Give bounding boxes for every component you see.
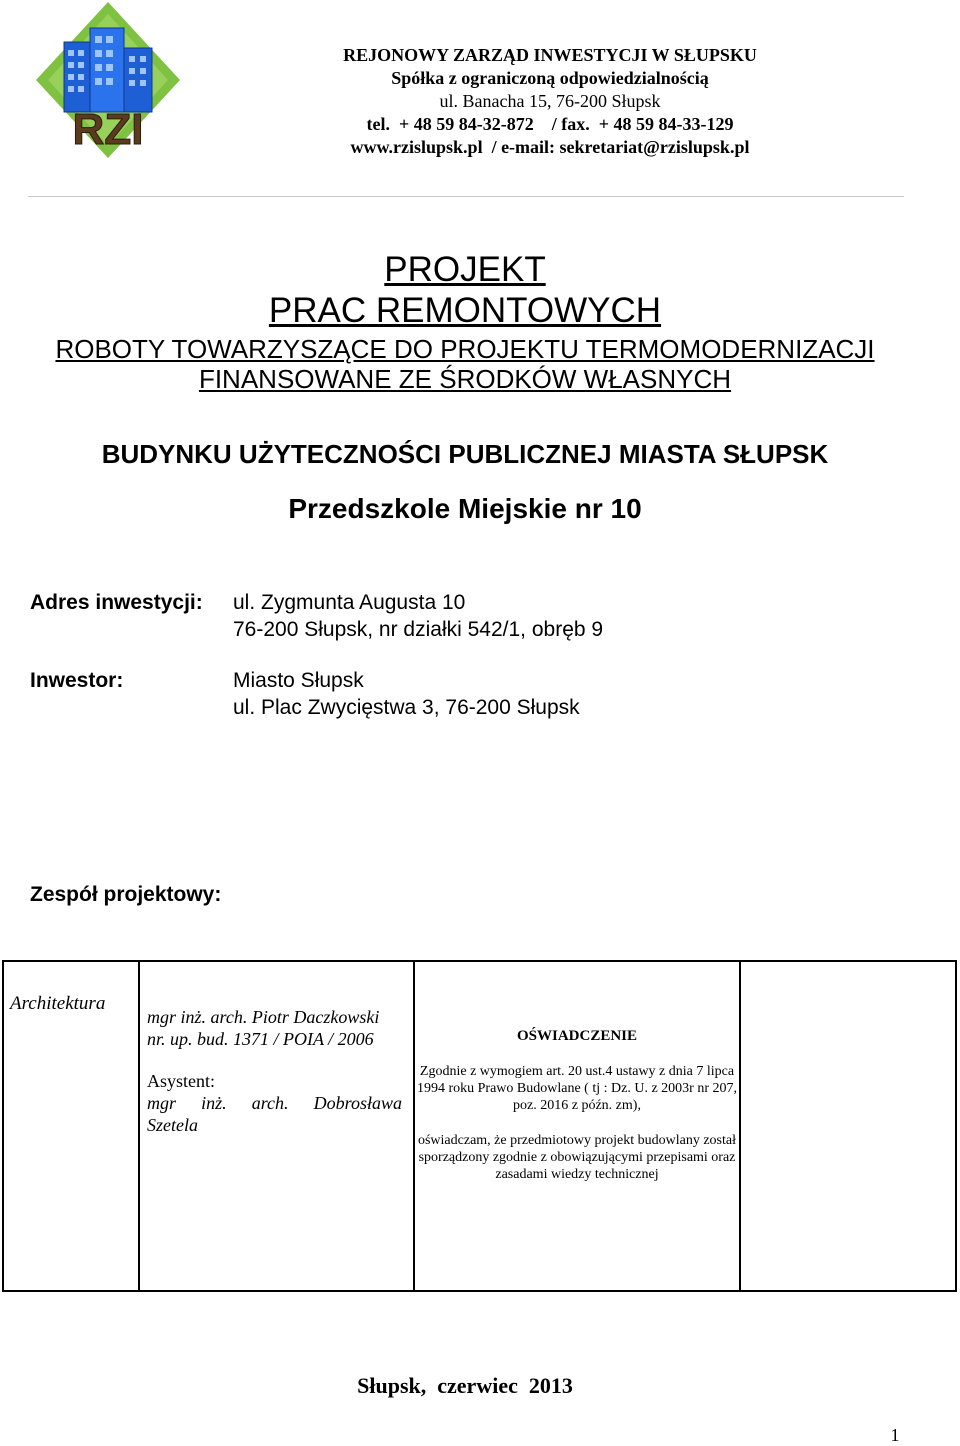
address-line-2: 76-200 Słupsk, nr działki 542/1, obręb 9 [233,618,604,641]
title-project: PROJEKT [384,250,546,289]
assistant-surname: Szetela [147,1115,198,1135]
table-divider [138,962,140,1290]
title-works: PRAC REMONTOWYCH [268,291,662,330]
company-info [300,44,800,159]
declaration-cell [416,1028,738,1183]
title-financing: FINANSOWANE ZE ŚRODKÓW WŁASNYCH [198,364,732,394]
company-name: REJONOWY ZARZĄD INWESTYCJI W SŁUPSKU [343,45,757,65]
address-line-1: ul. Zygmunta Augusta 10 [233,591,466,614]
table-divider [739,962,741,1290]
company-web-email: www.rzislupsk.pl / e-mail: sekretariat@rzislupsk.pl [350,137,750,157]
assistant-label: Asystent: [147,1071,216,1091]
company-phone-fax: tel. + 48 59 84-32-872 / fax. + 48 59 84-33-129 [366,114,734,134]
place-date: Słupsk, czerwiec 2013 [357,1373,573,1398]
table-divider [413,962,415,1290]
designer-license: nr. up. bud. 1371 / POIA / 2006 [147,1029,374,1049]
designer-cell [147,1006,402,1136]
designer-name: mgr inż. arch. Piotr Daczkowski [147,1007,380,1027]
title-building: BUDYNKU UŻYTECZNOŚCI PUBLICZNEJ MIASTA SŁUPSK [101,439,829,469]
header-divider [28,196,904,197]
logo-text: RZI [72,105,144,154]
company-type: Spółka z ograniczoną odpowiedzialnością [391,68,709,88]
team-label: Zespół projektowy: [30,883,222,906]
investor-line-1: Miasto Słupsk [233,669,364,692]
address-label: Adres inwestycji: [30,591,203,614]
company-address: ul. Banacha 15, 76-200 Słupsk [439,91,661,111]
page-number: 1 [890,1425,900,1445]
investor-label: Inwestor: [30,669,124,692]
declaration-statement: oświadczam, że przedmiotowy projekt budowlany został sporządzony zgodnie z obowiązującymi przepisami oraz zasadami wiedzy technicznej [417,1133,736,1182]
logo-graphic [28,2,188,164]
assistant-name: mgr inż. arch. Dobrosława [147,1093,402,1113]
title-accompanying: ROBOTY TOWARZYSZĄCE DO PROJEKTU TERMOMODERNIZACJI [55,334,875,364]
discipline-cell: Architektura [10,993,106,1014]
title-facility: Przedszkole Miejskie nr 10 [288,493,642,524]
declaration-legal-basis: Zgodnie z wymogiem art. 20 ust.4 ustawy z dnia 7 lipca 1994 roku Prawo Budowlane ( tj : Dz. U. z 2003r nr 207, poz. 2016 z późn. zm), [416,1064,737,1113]
investor-line-2: ul. Plac Zwycięstwa 3, 76-200 Słupsk [233,696,580,719]
declaration-title: OŚWIADCZENIE [516,1028,638,1044]
company-logo [28,2,188,164]
team-table [2,960,957,1292]
